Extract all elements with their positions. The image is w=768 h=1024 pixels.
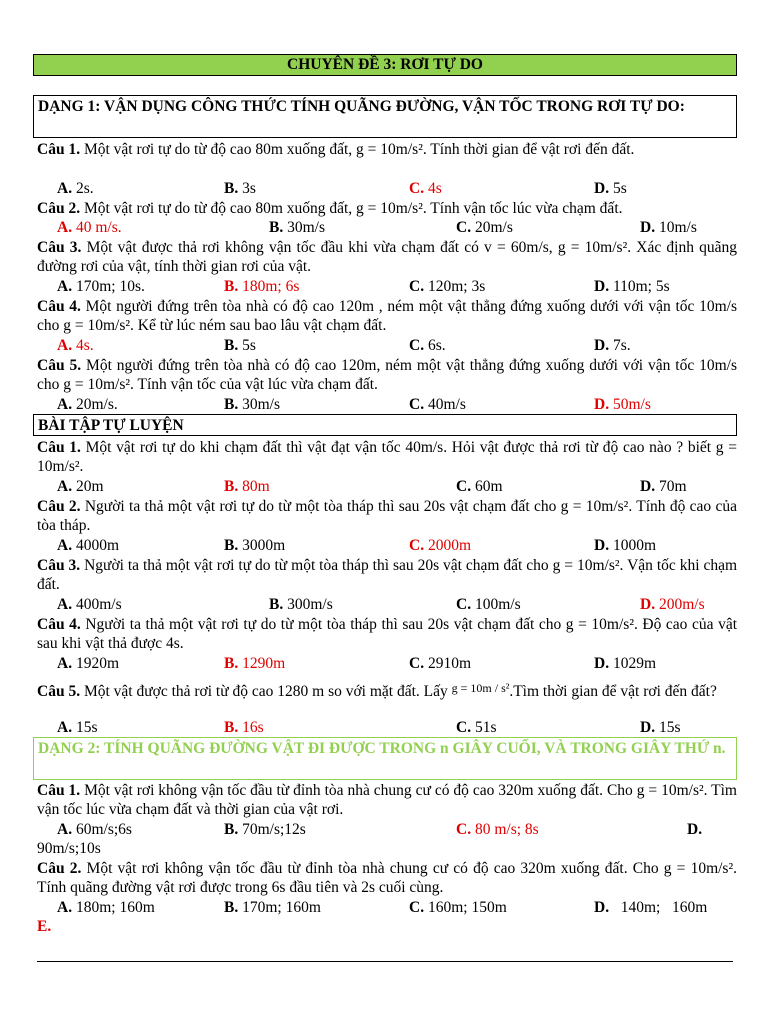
- page-title: CHUYÊN ĐỀ 3: RƠI TỰ DO: [33, 54, 737, 76]
- question-2: Câu 2. Một vật rơi không vận tốc đầu từ đỉnh tòa nhà chung cư có độ cao 320m xuống đất. Cho g = 10m/s². Tính quãng đường vật rơi được trong 6s đầu tiên và 2s cuối cùng.: [37, 860, 737, 896]
- answer-b-correct: B. 80m: [224, 478, 270, 495]
- question-2: Câu 2. Người ta thả một vật rơi tự do từ một tòa tháp thì sau 20s vật chạm đất cho g = 10m/s². Tính độ cao của tòa tháp.: [37, 498, 737, 534]
- answer-d: D. 140m; 160m: [594, 899, 708, 916]
- section-heading-dang1: DẠNG 1: VẬN DỤNG CÔNG THỨC TÍNH QUÃNG ĐƯỜNG, VẬN TỐC TRONG RƠI TỰ DO:: [33, 95, 737, 138]
- answer-c: C. 51s: [456, 719, 497, 736]
- answer-b: B. 5s: [224, 337, 256, 354]
- question-4: Câu 4. Người ta thả một vật rơi tự do từ một tòa tháp thì sau 20s vật chạm đất cho g = 10m/s². Độ cao của vật sau khi vật thả được 4s.: [37, 616, 738, 652]
- answer-b: B. 30m/s: [269, 219, 325, 236]
- answer-c: C. 100m/s: [456, 596, 521, 613]
- question-5: Câu 5. Một người đứng trên tòa nhà có độ cao 120m, ném một vật thẳng đứng xuống dưới với vận tốc 10m/s cho g = 10m/s². Tính vận tốc của vật lúc vừa chạm đất.: [37, 357, 738, 393]
- answer-a: A. 4000m: [57, 537, 120, 554]
- answer-b: B. 3000m: [224, 537, 286, 554]
- answer-b-correct: B. 1290m: [224, 655, 286, 672]
- answer-b-correct: B. 180m; 6s: [224, 278, 300, 295]
- answer-d: D. 1029m: [594, 655, 657, 672]
- answer-d: D. 15s: [640, 719, 681, 736]
- answer-c: C. 6s.: [409, 337, 446, 354]
- answer-d: D. 7s.: [594, 337, 631, 354]
- answer-c: C. 40m/s: [409, 396, 466, 413]
- answer-a: A. 1920m: [57, 655, 120, 672]
- question-4: Câu 4. Một người đứng trên tòa nhà có độ cao 120m , ném một vật thẳng đứng xuống dưới với vận tốc 10m/s cho g = 10m/s². Kể từ lúc ném sau bao lâu vật chạm đất.: [37, 298, 737, 334]
- answer-c: C. 120m; 3s: [409, 278, 486, 295]
- answer-b: B. 300m/s: [269, 596, 333, 613]
- answer-a: A. 20m/s.: [57, 396, 118, 413]
- answer-d-correct: D. 200m/s: [640, 596, 705, 613]
- question-5: Câu 5. Một vật được thả rơi từ độ cao 1280 m so với mặt đất. Lấy $^{g = 10m / s^2}$.Tìm thời gian để vật rơi đến đất?: [37, 681, 717, 700]
- answer-d: D. 5s: [594, 180, 627, 197]
- gravity-formula: g = 10m / s²: [451, 681, 510, 695]
- section-heading-dang2: DẠNG 2: TÍNH QUÃNG ĐƯỜNG VẬT ĐI ĐƯỢC TRONG n GIÂY CUỐI, VÀ TRONG GIÂY THỨ n.: [33, 737, 737, 780]
- answer-c: C. 160m; 150m: [409, 899, 507, 916]
- answer-d: D. 110m; 5s: [594, 278, 670, 295]
- answer-a: A. 180m; 160m: [57, 899, 155, 916]
- answer-b-correct: B. 16s: [224, 719, 264, 736]
- answer-a: A. 2s.: [57, 180, 94, 197]
- answer-d-correct: D. 50m/s: [594, 396, 651, 413]
- question-3: Câu 3. Một vật được thả rơi không vận tốc đầu khi vừa chạm đất có v = 60m/s, g = 10m/s². Xác định quãng đường rơi của vật, tính thời gian rơi của vật.: [37, 239, 738, 275]
- answer-a: A. 60m/s;6s: [57, 821, 132, 838]
- answer-d: D. 70m: [640, 478, 687, 495]
- answer-c: C. 2910m: [409, 655, 472, 672]
- answer-a: A. 20m: [57, 478, 104, 495]
- answer-d: D. 1000m: [594, 537, 657, 554]
- answer-b: B. 30m/s: [224, 396, 280, 413]
- question-1: Câu 1. Một vật rơi tự do từ độ cao 80m xuống đất, g = 10m/s². Tính thời gian để vật rơi đến đất.: [37, 141, 635, 158]
- answer-a: A. 400m/s: [57, 596, 122, 613]
- answer-a: A. 170m; 10s.: [57, 278, 145, 295]
- answer-a-correct: A. 40 m/s.: [57, 219, 122, 236]
- question-2: Câu 2. Một vật rơi tự do từ độ cao 80m xuống đất, g = 10m/s². Tính vận tốc lúc vừa chạm đất.: [37, 200, 623, 217]
- answer-b: B. 170m; 160m: [224, 899, 321, 916]
- question-1: Câu 1. Một vật rơi tự do khi chạm đất thì vật đạt vận tốc 40m/s. Hỏi vật được thả rơi từ độ cao nào ? biết g = 10m/s².: [37, 439, 738, 475]
- answer-c: C. 60m: [456, 478, 503, 495]
- section-heading-practice: BÀI TẬP TỰ LUYỆN: [33, 414, 737, 436]
- answer-c-correct: C. 4s: [409, 180, 442, 197]
- answer-c-correct: C. 80 m/s; 8s: [456, 821, 539, 838]
- answer-a: A. 15s: [57, 719, 98, 736]
- answer-c-correct: C. 2000m: [409, 537, 472, 554]
- answer-d-label: D.: [687, 821, 703, 838]
- question-1: Câu 1. Một vật rơi không vận tốc đầu từ đỉnh tòa nhà chung cư có độ cao 320m xuống đất. Cho g = 10m/s². Tìm vận tốc lúc vừa chạm đất và thời gian của vật rơi.: [37, 782, 737, 818]
- answer-c: C. 20m/s: [456, 219, 513, 236]
- answer-a-correct: A. 4s.: [57, 337, 94, 354]
- answer-e: E.: [37, 918, 52, 935]
- answer-d-value: 90m/s;10s: [37, 840, 101, 857]
- answer-b: B. 70m/s;12s: [224, 821, 306, 838]
- answer-b: B. 3s: [224, 180, 256, 197]
- answer-d: D. 10m/s: [640, 219, 697, 236]
- footer-divider: [37, 961, 733, 962]
- question-3: Câu 3. Người ta thả một vật rơi tự do từ một tòa tháp thì sau 20s vật chạm đất cho g = 10m/s². Vận tốc khi chạm đất.: [37, 557, 738, 593]
